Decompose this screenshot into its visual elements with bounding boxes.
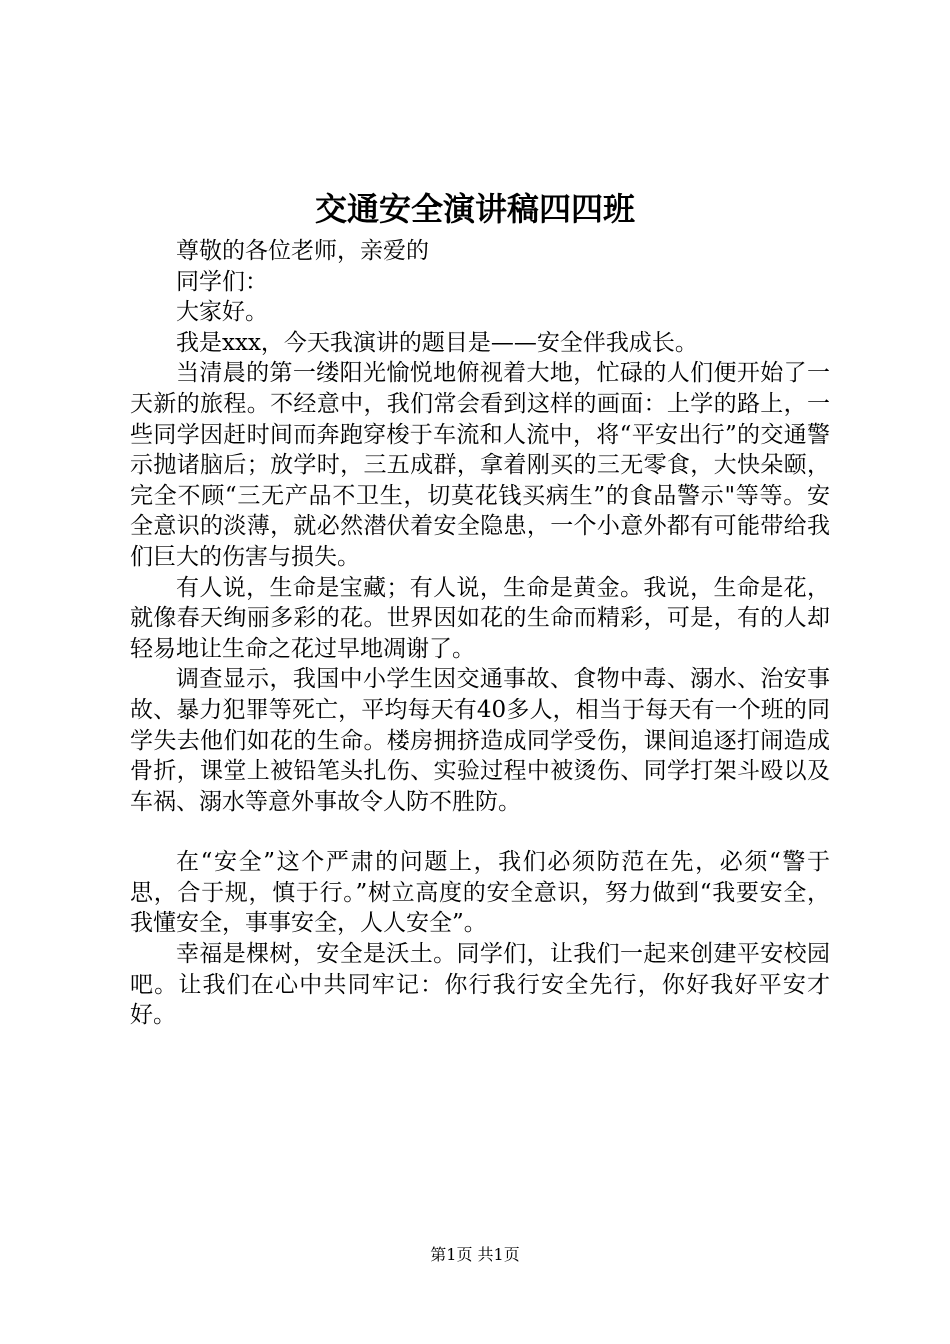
page-footer: 第1页 共1页 — [430, 1245, 520, 1264]
paragraph-life-is-flower: 有人说，生命是宝藏；有人说，生命是黄金。我说，生命是花，就像春天绚丽多彩的花。世界因如花的生命而精彩，可是，有的人却轻易地让生命之花过早地凋谢了。 — [130, 574, 830, 662]
document-title: 交通安全演讲稿四四班 — [314, 190, 635, 228]
paragraph-hello: 大家好。 — [176, 299, 268, 326]
paragraph-topic: 我是xxx，今天我演讲的题目是——安全伴我成长。 — [176, 329, 698, 356]
paragraph-survey: 调查显示，我国中小学生因交通事故、食物中毒、溺水、治安事故、暴力犯罪等死亡，平均每天有40多人，相当于每天有一个班的同学失去他们如花的生命。楼房拥挤造成同学受伤，课间追逐打闹造成骨折，课堂上被铅笔头扎伤、实验过程中被烫伤、同学打架斗殴以及车祸、溺水等意外事故令人防不胜防。 — [130, 666, 830, 815]
paragraph-conclusion: 幸福是棵树，安全是沃土。同学们，让我们一起来创建平安校园吧。让我们在心中共同牢记：你行我行安全先行，你好我好平安才好。 — [130, 941, 830, 1029]
paragraph-morning-scene: 当清晨的第一缕阳光愉悦地俯视着大地，忙碌的人们便开始了一天新的旅程。不经意中，我们常会看到这样的画面：上学的路上，一些同学因赶时间而奔跑穿梭于车流和人流中，将“平安出行”的交通警示抛诸脑后；放学时，三五成群，拿着刚买的三无零食，大快朵颐，完全不顾“三无产品不卫生，切莫花钱买病生”的食品警示"等等。安全意识的淡薄，就必然潜伏着安全隐患，一个小意外都有可能带给我们巨大的伤害与损失。 — [130, 360, 830, 570]
paragraph-salutation: 同学们： — [176, 268, 268, 295]
paragraph-safety-first: 在“安全”这个严肃的问题上，我们必须防范在先，必须“警于思，合于规，慎于行。”树立高度的安全意识，努力做到“我要安全，我懂安全，事事安全，人人安全”。 — [130, 849, 830, 937]
document-body — [130, 236, 830, 1031]
paragraph-greeting: 尊敬的各位老师，亲爱的 — [176, 238, 429, 264]
